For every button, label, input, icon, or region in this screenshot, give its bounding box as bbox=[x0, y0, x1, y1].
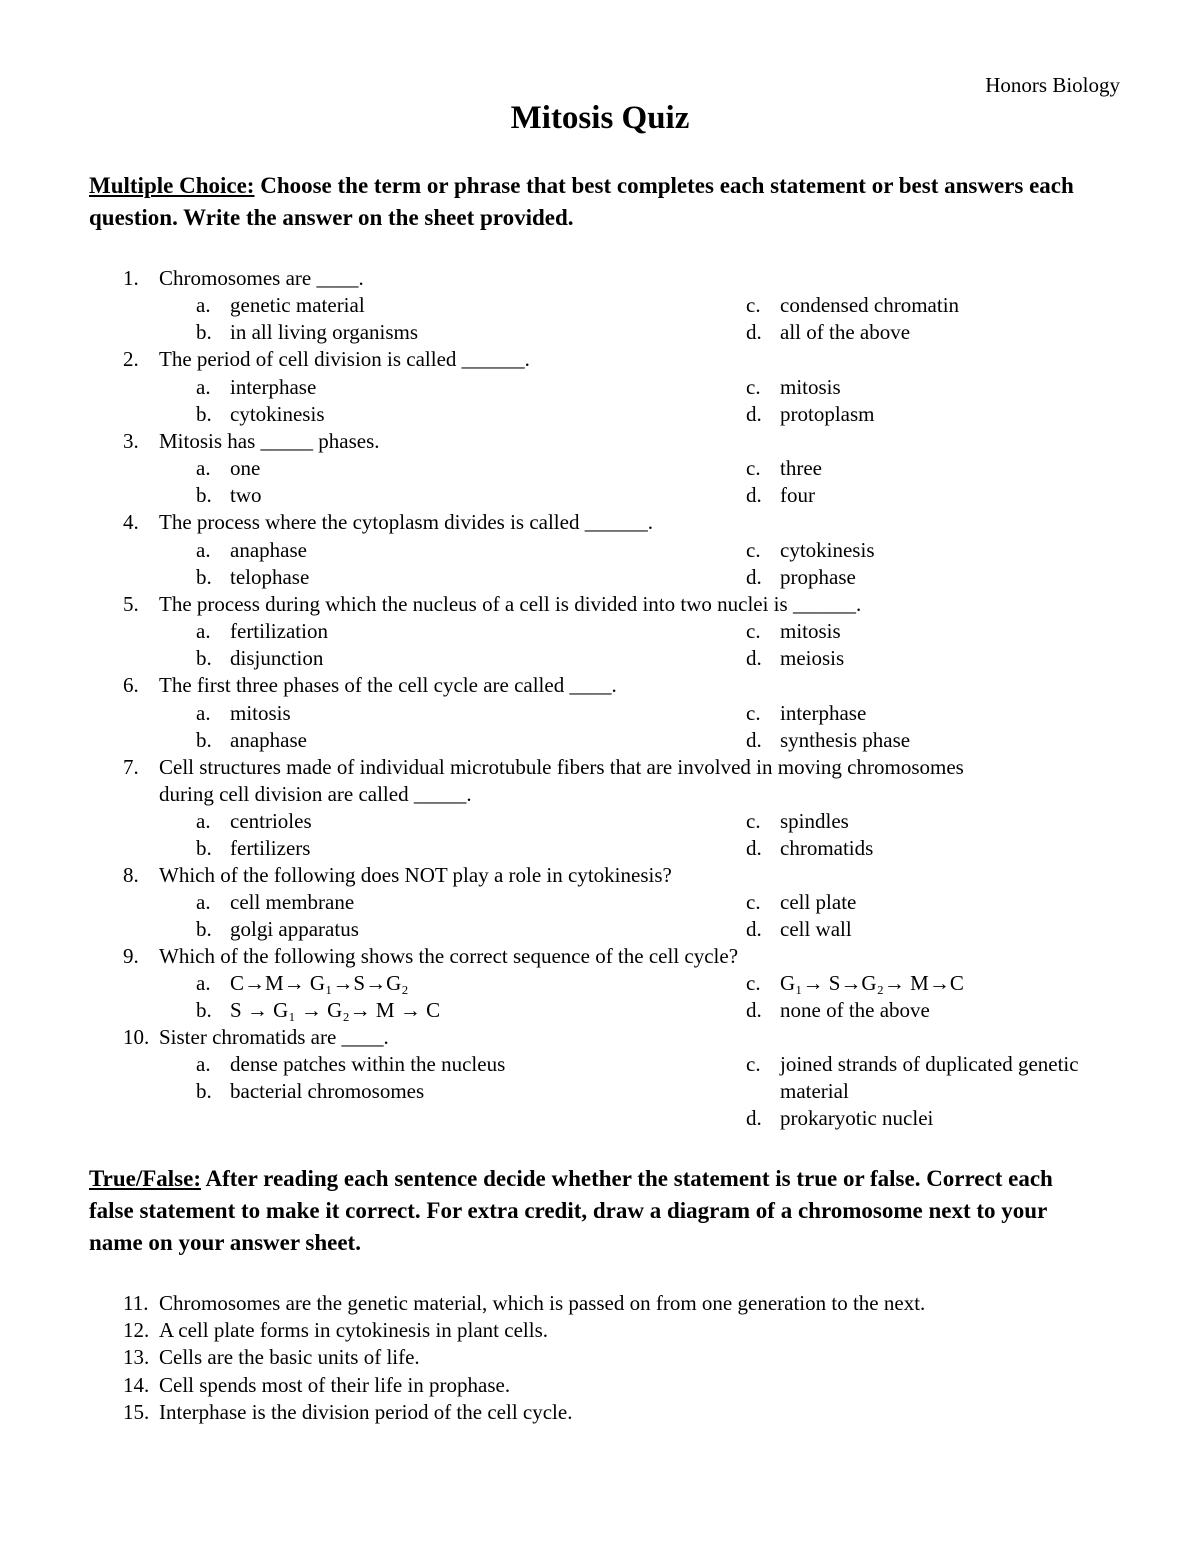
option-a: a. fertilization bbox=[196, 619, 328, 643]
option-b: b. two bbox=[196, 483, 262, 507]
option-d: d. all of the above bbox=[746, 320, 911, 344]
tf-item: 12. A cell plate forms in cytokinesis in plant cells. bbox=[123, 1318, 549, 1342]
option-c: c. interphase bbox=[746, 701, 867, 725]
question: 1. Chromosomes are ____. bbox=[123, 266, 364, 290]
option-b: b. cytokinesis bbox=[196, 402, 325, 426]
option-b: b. S → G₁ → G₂→ M → C bbox=[196, 998, 441, 1022]
question: 4. The process where the cytoplasm divides is called ______. bbox=[123, 510, 653, 534]
question: 8. Which of the following does NOT play a role in cytokinesis? bbox=[123, 863, 672, 887]
question: 10. Sister chromatids are ____. bbox=[123, 1025, 389, 1049]
tf-item: 13. Cells are the basic units of life. bbox=[123, 1345, 420, 1369]
tf-item: 11. Chromosomes are the genetic material, which is passed on from one generation to the next. bbox=[123, 1291, 926, 1315]
question: 6. The first three phases of the cell cycle are called ____. bbox=[123, 673, 617, 697]
course-name: Honors Biology bbox=[985, 73, 1120, 97]
option-c: c. cytokinesis bbox=[746, 538, 875, 562]
option-c: c. cell plate bbox=[746, 890, 857, 914]
question: 9. Which of the following shows the correct sequence of the cell cycle? bbox=[123, 944, 739, 968]
option-d: d. synthesis phase bbox=[746, 728, 911, 752]
option-c: c. three bbox=[746, 456, 822, 480]
question: 7. Cell structures made of individual microtubule fibers that are involved in moving chromosomes bbox=[123, 755, 964, 779]
option-d: d. cell wall bbox=[746, 917, 852, 941]
option-d: d. meiosis bbox=[746, 646, 845, 670]
tf-item: 14. Cell spends most of their life in prophase. bbox=[123, 1373, 511, 1397]
option-a: a. genetic material bbox=[196, 293, 365, 317]
multiple-choice-text: Choose the term or phrase that best completes each statement or best answers each question. Write the answer on the sheet provided. bbox=[89, 173, 1074, 230]
option-b: b. anaphase bbox=[196, 728, 307, 752]
option-a: a. dense patches within the nucleus bbox=[196, 1052, 506, 1076]
true-false-label: True/False: bbox=[89, 1166, 201, 1191]
option-d: d. prophase bbox=[746, 565, 856, 589]
tf-item: 15. Interphase is the division period of the cell cycle. bbox=[123, 1400, 573, 1424]
option-d: d. none of the above bbox=[746, 998, 930, 1022]
option-a: a. C→M→ G₁→S→G₂ bbox=[196, 971, 409, 995]
option-c: c. condensed chromatin bbox=[746, 293, 960, 317]
option-a: a. one bbox=[196, 456, 261, 480]
option-c: c. mitosis bbox=[746, 375, 841, 399]
option-c: c. spindles bbox=[746, 809, 849, 833]
question: 3. Mitosis has _____ phases. bbox=[123, 429, 380, 453]
option-b: b. fertilizers bbox=[196, 836, 311, 860]
option-a: a. centrioles bbox=[196, 809, 312, 833]
option-d: d. protoplasm bbox=[746, 402, 875, 426]
option-a: a. cell membrane bbox=[196, 890, 355, 914]
option-b: b. in all living organisms bbox=[196, 320, 419, 344]
page-title: Mitosis Quiz bbox=[510, 100, 690, 136]
true-false-text: After reading each sentence decide whether the statement is true or false. Correct each false statement to make it correct. For extra credit, draw a diagram of a chromosome next to your name on your answer sheet. bbox=[89, 1166, 1053, 1255]
option-b: b. golgi apparatus bbox=[196, 917, 359, 941]
option-b: b. telophase bbox=[196, 565, 310, 589]
option-c: c. mitosis bbox=[746, 619, 841, 643]
option-a: a. anaphase bbox=[196, 538, 307, 562]
option-d: d. prokaryotic nuclei bbox=[746, 1106, 934, 1130]
multiple-choice-label: Multiple Choice: bbox=[89, 173, 255, 198]
option-d: d. chromatids bbox=[746, 836, 874, 860]
option-c: c. G₁→ S→G₂→ M→C bbox=[746, 971, 964, 995]
question-continued: during cell division are called _____. bbox=[159, 782, 472, 806]
multiple-choice-instructions bbox=[89, 170, 1089, 234]
option-c: c. joined strands of duplicated genetic material bbox=[746, 1052, 1079, 1103]
option-d: d. four bbox=[746, 483, 815, 507]
option-a: a. mitosis bbox=[196, 701, 291, 725]
question: 2. The period of cell division is called ______. bbox=[123, 347, 530, 371]
true-false-instructions bbox=[89, 1163, 1089, 1259]
option-a: a. interphase bbox=[196, 375, 317, 399]
option-b: b. bacterial chromosomes bbox=[196, 1079, 425, 1103]
question: 5. The process during which the nucleus of a cell is divided into two nuclei is ______. bbox=[123, 592, 862, 616]
option-b: b. disjunction bbox=[196, 646, 324, 670]
